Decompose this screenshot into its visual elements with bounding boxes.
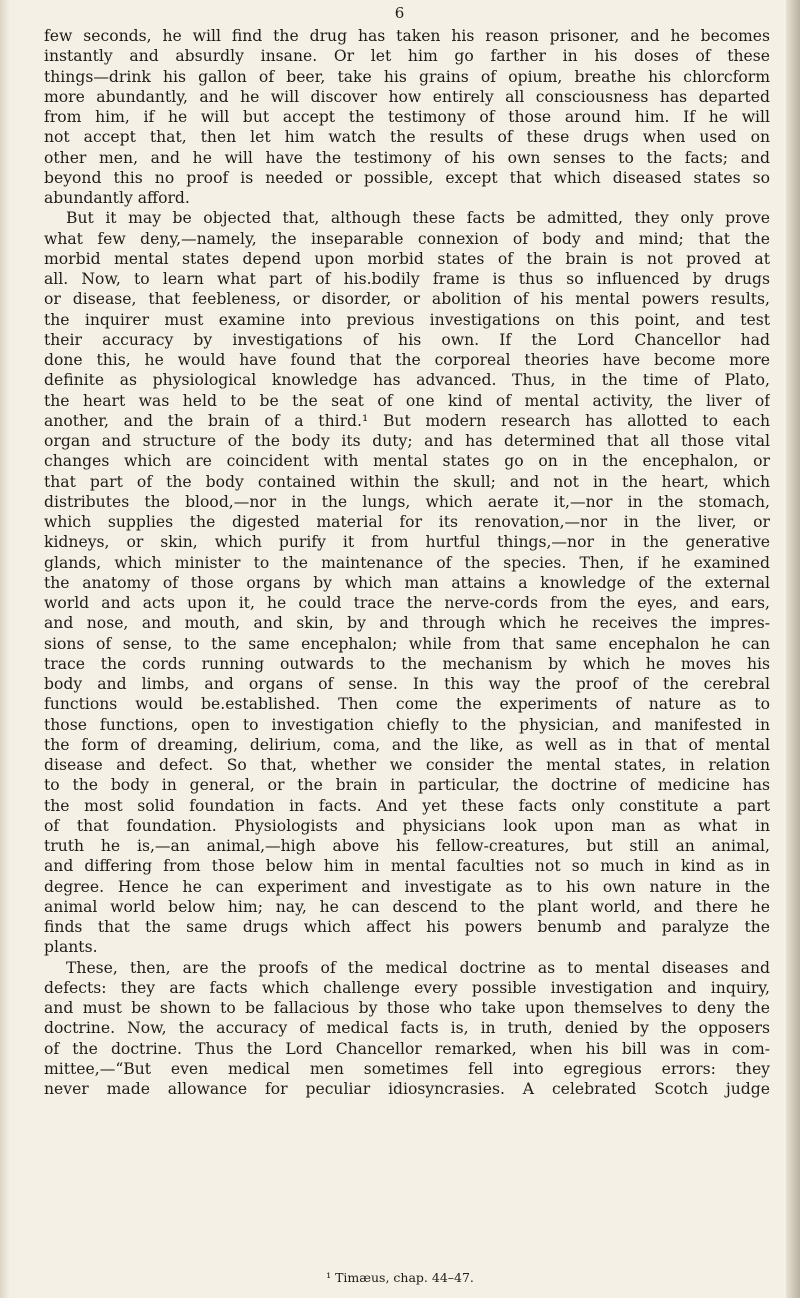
text-line: done this, he would have found that the corporeal theories have become more — [44, 351, 770, 369]
text-line: finds that the same drugs which affect his powers benumb and paralyze the — [44, 918, 770, 936]
text-line: instantly and absurdly insane. Or let him go farther in his doses of these — [44, 47, 770, 66]
text-line: changes which are coincident with mental states go on in the encephalon, or — [44, 452, 770, 471]
text-line: plants. — [44, 938, 98, 957]
page-number: 6 — [394, 4, 406, 22]
text-line: organ and structure of the body its duty; and has determined that all those vital — [44, 432, 770, 450]
text-line: doctrine. Now, the accuracy of medical facts is, in truth, denied by the opposers — [44, 1019, 770, 1038]
text-line: animal world below him; nay, he can descend to the plant world, and there he — [44, 897, 770, 916]
text-line: all. Now, to learn what part of his.bodily frame is thus so influenced by drugs — [44, 270, 770, 288]
text-line: from him, if he will but accept the testimony of those around him. If he will — [44, 108, 770, 126]
text-line: and must be shown to be fallacious by those who take upon themselves to deny the — [44, 999, 770, 1017]
footnote: ¹ Timæus, chap. 44–47. — [326, 1270, 474, 1285]
text-line: and nose, and mouth, and skin, by and through which he receives the impres- — [44, 614, 770, 633]
text-line: But it may be objected that, although these facts be admitted, they only prove — [66, 209, 770, 228]
text-line: truth he is,—an animal,—high above his fellow-creatures, but still an animal, — [44, 837, 770, 855]
text-line: These, then, are the proofs of the medical doctrine as to mental diseases and — [66, 958, 770, 977]
text-line: kidneys, or skin, which purify it from hurtful things,—nor in the generative — [44, 533, 770, 552]
text-line: sions of sense, to the same encephalon; while from that same encephalon he can — [44, 634, 770, 653]
text-line: the inquirer must examine into previous investigations on this point, and test — [44, 310, 770, 329]
scan-left-edge — [0, 0, 10, 1298]
text-line: beyond this no proof is needed or possible, except that which diseased states so — [44, 168, 770, 187]
text-line: disease and defect. So that, whether we consider the mental states, in relation — [44, 756, 770, 774]
text-line: of that foundation. Physiologists and physicians look upon man as what in — [44, 816, 770, 835]
text-line: or disease, that feebleness, or disorder, or abolition of his mental powers results, — [44, 290, 770, 309]
page-body — [44, 26, 770, 1099]
text-line: degree. Hence he can experiment and investigate as to his own nature in the — [44, 877, 770, 896]
text-line: functions would be.established. Then come the experiments of nature as to — [44, 695, 770, 714]
text-line: the most solid foundation in facts. And yet these facts only constitute a part — [44, 796, 770, 815]
scan-right-edge — [786, 0, 800, 1298]
text-line: not accept that, then let him watch the results of these drugs when used on — [44, 128, 770, 147]
text-line: to the body in general, or the brain in particular, the doctrine of medicine has — [44, 776, 770, 795]
text-line: the form of dreaming, delirium, coma, and the like, as well as in that of mental — [44, 735, 770, 754]
text-line: distributes the blood,—nor in the lungs, which aerate it,—nor in the stomach, — [44, 492, 770, 511]
text-line: morbid mental states depend upon morbid states of the brain is not proved at — [44, 249, 770, 268]
text-line: those functions, open to investigation chiefly to the physician, and manifested in — [44, 715, 770, 734]
text-line: another, and the brain of a third.¹ But modern research has allotted to each — [44, 411, 770, 430]
text-line: defects: they are facts which challenge every possible investigation and inquiry, — [44, 978, 770, 997]
text-line: which supplies the digested material for its renovation,—nor in the liver, or — [44, 513, 770, 531]
text-line: body and limbs, and organs of sense. In this way the proof of the cerebral — [44, 675, 770, 693]
text-line: and differing from those below him in mental faculties not so much in kind as in — [44, 857, 770, 876]
text-line: glands, which minister to the maintenance of the species. Then, if he examined — [44, 553, 770, 572]
text-line: that part of the body contained within the skull; and not in the heart, which — [44, 472, 770, 491]
text-line: the heart was held to be the seat of one kind of mental activity, the liver of — [44, 391, 770, 410]
text-line: more abundantly, and he will discover how entirely all consciousness has departed — [44, 87, 770, 106]
text-line: mittee,—“But even medical men sometimes fell into egregious errors: they — [44, 1059, 770, 1078]
text-line: never made allowance for peculiar idiosyncrasies. A celebrated Scotch judge — [44, 1080, 770, 1098]
text-line: abundantly afford. — [44, 189, 190, 207]
text-line: trace the cords running outwards to the mechanism by which he moves his — [44, 654, 770, 673]
text-line: other men, and he will have the testimony of his own senses to the facts; and — [44, 148, 770, 167]
text-line: of the doctrine. Thus the Lord Chancellor remarked, when his bill was in com- — [44, 1039, 770, 1058]
text-line: the anatomy of those organs by which man attains a knowledge of the external — [44, 573, 770, 592]
text-line: world and acts upon it, he could trace the nerve-cords from the eyes, and ears, — [44, 594, 770, 612]
text-line: their accuracy by investigations of his own. If the Lord Chancellor had — [44, 330, 770, 349]
text-line: few seconds, he will find the drug has taken his reason prisoner, and he becomes — [44, 27, 770, 45]
text-line: definite as physiological knowledge has advanced. Thus, in the time of Plato, — [44, 371, 770, 390]
text-line: things—drink his gallon of beer, take his grains of opium, breathe his chlorcform — [44, 67, 770, 86]
text-line: what few deny,—namely, the inseparable connexion of body and mind; that the — [44, 229, 770, 248]
